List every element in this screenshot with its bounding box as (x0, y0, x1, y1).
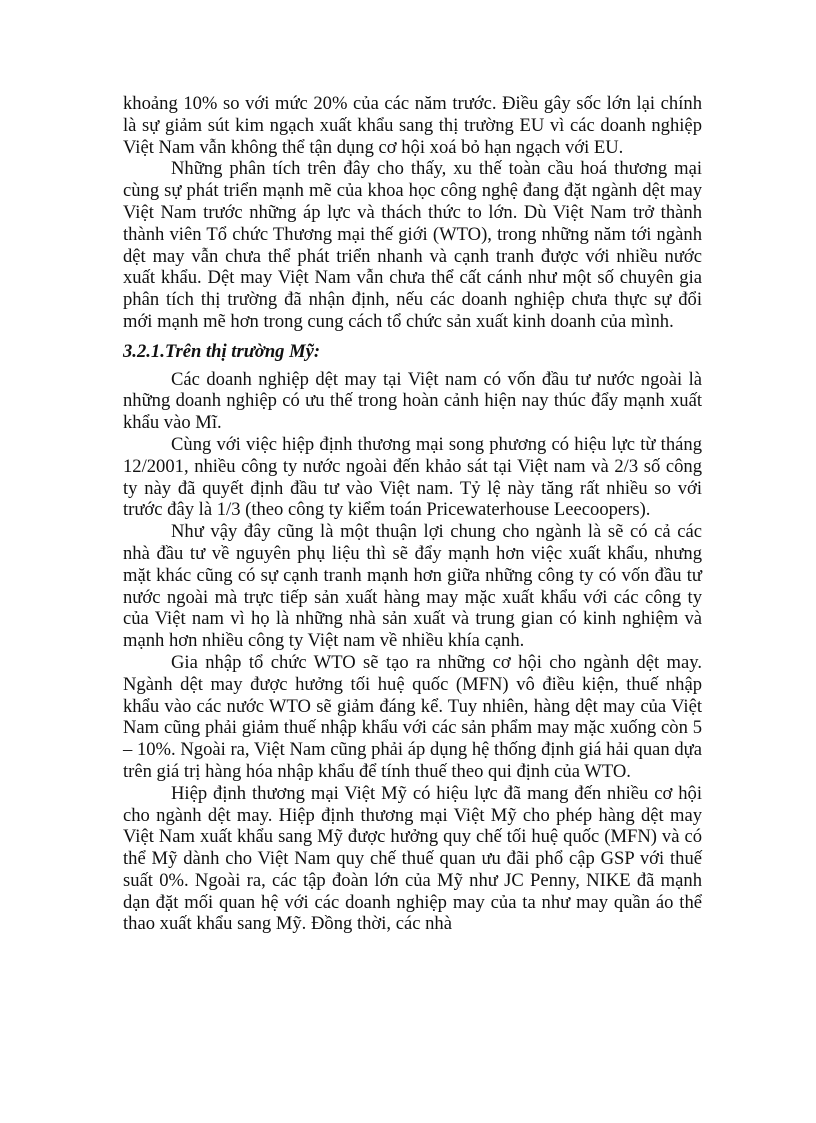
document-page (123, 93, 702, 935)
paragraph-vietnam-us-agreement: Hiệp định thương mại Việt Mỹ có hiệu lực đã mang đến nhiều cơ hội cho ngành dệt may. Hiệp định thương mại Việt Mỹ cho phép hàng dệt may Việt Nam xuất khẩu sang Mỹ được hưởng quy chế tối huệ quốc (MFN) và có thể Mỹ dành cho Việt Nam quy chế thuế quan ưu đãi phổ cập GSP với thuế suất 0%. Ngoài ra, các tập đoàn lớn của Mỹ như JC Penny, NIKE đã mạnh dạn đặt mối quan hệ với các doanh nghiệp may của ta như may quần áo thể thao xuất khẩu sang Mỹ. Đồng thời, các nhà (123, 782, 702, 935)
paragraph-analysis: Những phân tích trên đây cho thấy, xu thế toàn cầu hoá thương mại cùng sự phát triển mạnh mẽ của khoa học công nghệ đang đặt ngành dệt may Việt Nam trước những áp lực và thách thức to lớn. Dù Việt Nam trở thành thành viên Tổ chức Thương mại thế giới (WTO), trong những năm tới ngành dệt may vẫn chưa thể phát triển nhanh và cạnh tranh được với nhiều nước xuất khẩu. Dệt may Việt Nam vẫn chưa thể cất cánh như một số chuyên gia phân tích thị trường đã nhận định, nếu các doanh nghiệp chưa thực sự đổi mới mạnh mẽ hơn trong cung cách tổ chức sản xuất kinh doanh của mình. (123, 158, 702, 332)
paragraph-competition: Như vậy đây cũng là một thuận lợi chung cho ngành là sẽ có cả các nhà đầu tư về nguyên phụ liệu thì sẽ đẩy mạnh hơn việc xuất khẩu, nhưng mặt khác cũng có sự cạnh tranh mạnh hơn giữa những công ty có vốn đầu tư nước ngoài mà trực tiếp sản xuất hàng may mặc xuất khẩu với các công ty của Việt nam vì họ là những nhà sản xuất và trung gian có kinh nghiệm và mạnh hơn nhiều công ty Việt nam về nhiều khía cạnh. (123, 521, 702, 652)
section-heading: 3.2.1.Trên thị trường Mỹ: (123, 340, 321, 362)
paragraph-wto: Gia nhập tổ chức WTO sẽ tạo ra những cơ hội cho ngành dệt may. Ngành dệt may được hưởng tối huệ quốc (MFN) vô điều kiện, thuế nhập khẩu vào các nước WTO sẽ giảm đáng kể. Tuy nhiên, hàng dệt may của Việt Nam cũng phải giảm thuế nhập khẩu với các sản phẩm may mặc xuống còn 5 – 10%. Ngoài ra, Việt Nam cũng phải áp dụng hệ thống định giá hải quan dựa trên giá trị hàng hóa nhập khẩu để tính thuế theo qui định của WTO. (123, 651, 702, 782)
paragraph-bilateral-agreement: Cùng với việc hiệp định thương mại song phương có hiệu lực từ tháng 12/2001, nhiều công ty nước ngoài đến khảo sát tại Việt nam và 2/3 số công ty này đã quyết định đầu tư vào Việt nam. Tỷ lệ này tăng rất nhiều so với trước đây là 1/3 (theo công ty kiểm toán Pricewaterhouse Leecoopers). (123, 433, 702, 521)
paragraph-fdi-advantage: Các doanh nghiệp dệt may tại Việt nam có vốn đầu tư nước ngoài là những doanh nghiệp có ưu thế trong hoàn cảnh hiện nay thúc đẩy mạnh xuất khẩu vào Mĩ. (123, 368, 702, 434)
paragraph-continuation: khoảng 10% so với mức 20% của các năm trước. Điều gây sốc lớn lại chính là sự giảm sút kim ngạch xuất khẩu sang thị trường EU vì các doanh nghiệp Việt Nam vẫn không thể tận dụng cơ hội xoá bỏ hạn ngạch với EU. (123, 93, 702, 158)
